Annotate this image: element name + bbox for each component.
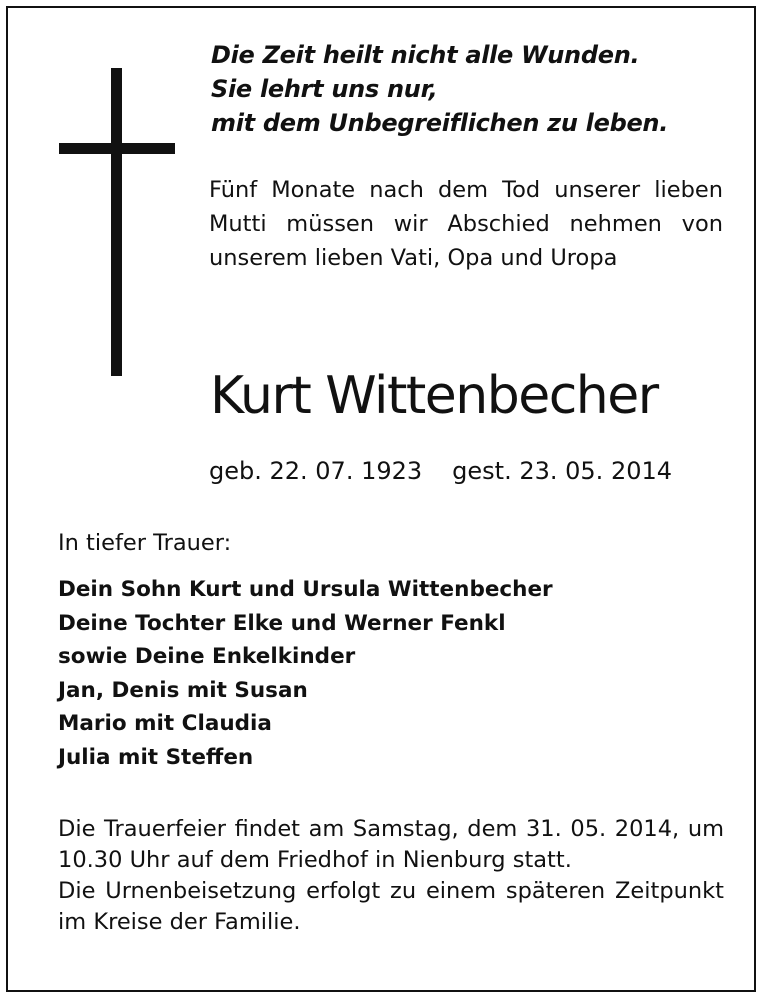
birth-date: geb. 22. 07. 1923 bbox=[209, 457, 423, 485]
death-date: gest. 23. 05. 2014 bbox=[452, 457, 673, 485]
deceased-name: Kurt Wittenbecher bbox=[210, 366, 658, 426]
mourning-heading: In tiefer Trauer: bbox=[58, 530, 232, 556]
family-line: sowie Deine Enkelkinder bbox=[58, 644, 356, 669]
urn-notice: Die Urnenbeisetzung erfolgt zu einem späteren Zeitpunkt im Kreise der Familie. bbox=[58, 878, 724, 935]
family-line: Mario mit Claudia bbox=[58, 711, 272, 736]
motto-line: mit dem Unbegreiflichen zu leben. bbox=[211, 109, 669, 137]
family-line: Julia mit Steffen bbox=[58, 744, 254, 770]
family-line: Deine Tochter Elke und Werner Fenkl bbox=[58, 610, 506, 636]
motto-line: Sie lehrt uns nur, bbox=[211, 75, 438, 103]
family-list bbox=[58, 573, 553, 774]
funeral-details bbox=[58, 814, 724, 938]
motto-quote bbox=[211, 38, 751, 140]
life-dates bbox=[209, 453, 723, 489]
obituary-frame bbox=[6, 6, 756, 992]
motto-line: Die Zeit heilt nicht alle Wunden. bbox=[211, 41, 640, 69]
funeral-notice: Die Trauerfeier findet am Samstag, dem 31. 05. 2014, um 10.30 Uhr auf dem Friedhof in Nienburg statt. bbox=[58, 816, 724, 873]
cross-icon-crossbar bbox=[59, 143, 175, 154]
intro-text: Fünf Monate nach dem Tod unserer lieben Mutti müssen wir Abschied nehmen von unserem lieben Vati, Opa und Uropa bbox=[209, 177, 723, 271]
family-line: Jan, Denis mit Susan bbox=[58, 677, 308, 703]
cross-icon bbox=[111, 68, 122, 376]
family-line: Dein Sohn Kurt und Ursula Wittenbecher bbox=[58, 577, 553, 602]
